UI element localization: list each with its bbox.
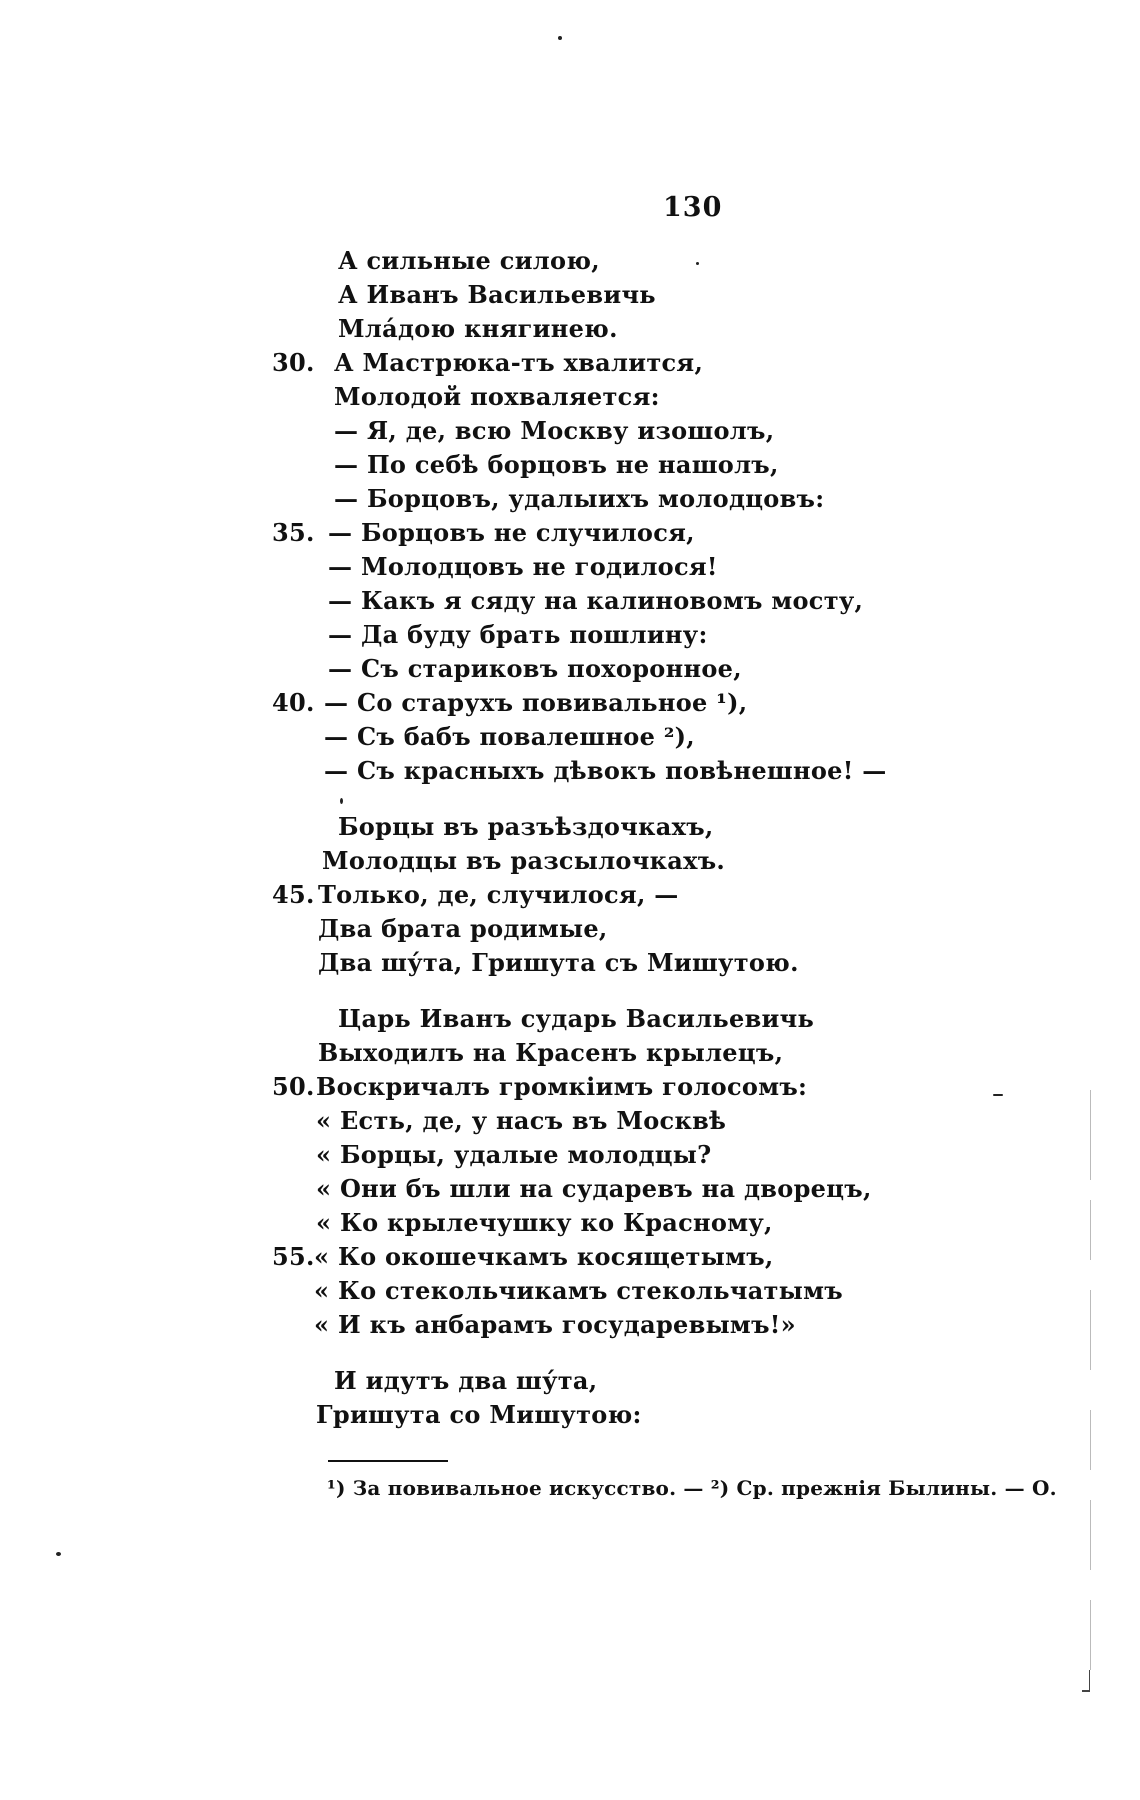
- verse-text: — Борцовъ не случилося,: [328, 518, 695, 547]
- verse-text: Борцы въ разъѣздочкахъ,: [338, 812, 714, 841]
- verse-line: [318, 278, 1018, 312]
- stanza-gap: [318, 1342, 1018, 1364]
- verse-line: [272, 1070, 1018, 1104]
- verse-text: « Есть, де, у насъ въ Москвѣ: [316, 1106, 727, 1135]
- verse-text: « Борцы, удалые молодцы?: [316, 1140, 712, 1169]
- verse-line: [318, 844, 1018, 878]
- margin-rule: [1090, 1200, 1091, 1260]
- verse-text: — Съ стариковъ похоронное,: [328, 654, 742, 683]
- verse-block: [272, 244, 1018, 1432]
- verse-text: « Ко окошечкамъ косящетымъ,: [314, 1242, 774, 1271]
- scan-speck: [340, 798, 343, 804]
- verse-text: Молодой похваляется:: [334, 382, 660, 411]
- verse-text: А Иванъ Васильевичь: [338, 280, 656, 309]
- footnote: ¹) За повивальное искусство. — ²) Ср. прежнія Былины. — О.: [327, 1476, 1057, 1500]
- verse-line: [318, 618, 1018, 652]
- verse-text: — Борцовъ, удалыихъ молодцовъ:: [334, 484, 825, 513]
- verse-number: 35.: [272, 518, 315, 547]
- verse-text: Два шу́та, Гришута съ Мишутою.: [318, 948, 799, 977]
- verse-text: — По себѣ борцовъ не нашолъ,: [334, 450, 779, 479]
- verse-line: [314, 1308, 1018, 1342]
- verse-line: [314, 1274, 1018, 1308]
- verse-line: [318, 1002, 1018, 1036]
- verse-line: [318, 1172, 1018, 1206]
- margin-rule: [1090, 1410, 1091, 1470]
- verse-text: Два брата родимые,: [318, 914, 608, 943]
- verse-text: — Какъ я сяду на калиновомъ мосту,: [328, 586, 864, 615]
- verse-line: [318, 912, 1018, 946]
- verse-line: [272, 516, 1018, 550]
- stanza-gap: [318, 980, 1018, 1002]
- verse-line: [318, 1206, 1018, 1240]
- margin-rule: [1089, 1670, 1090, 1692]
- margin-rule: [1090, 1290, 1091, 1370]
- scan-speck: [696, 262, 699, 265]
- verse-number: 30.: [272, 348, 315, 377]
- verse-line: [318, 414, 1018, 448]
- verse-text: Молодцы въ разсылочкахъ.: [322, 846, 726, 875]
- verse-line: [318, 1398, 1018, 1432]
- verse-text: И идутъ два шу́та,: [334, 1366, 598, 1395]
- verse-line: [318, 720, 1018, 754]
- verse-line: [318, 810, 1018, 844]
- verse-number: 40.: [272, 688, 315, 717]
- verse-text: — Я, де, всю Москву изошолъ,: [334, 416, 775, 445]
- verse-text: — Съ бабъ повалешное ²),: [324, 722, 695, 751]
- verse-line: [272, 878, 1018, 912]
- verse-number: 45.: [272, 880, 315, 909]
- verse-line: [318, 448, 1018, 482]
- page-number: 130: [663, 192, 723, 223]
- verse-text: — Съ красныхъ дѣвокъ повѣнешное! —: [324, 756, 887, 785]
- verse-line: [318, 312, 1018, 346]
- verse-text: Воскричалъ громкіимъ голосомъ:: [316, 1072, 808, 1101]
- verse-text: — Со старухъ повивальное ¹),: [324, 688, 748, 717]
- margin-rule: [1090, 1600, 1091, 1670]
- verse-text: Мла́дою княгинею.: [338, 314, 618, 343]
- verse-line: [318, 1036, 1018, 1070]
- verse-line: [272, 1240, 1018, 1274]
- verse-text: А сильные силою,: [338, 246, 600, 275]
- verse-line: [318, 652, 1018, 686]
- verse-text: « Ко стекольчикамъ стекольчатымъ: [314, 1276, 843, 1305]
- verse-text: Царь Иванъ сударь Васильевичь: [338, 1004, 815, 1033]
- verse-line: [318, 754, 1018, 788]
- scan-speck: [993, 1094, 1003, 1096]
- stanza-gap: [318, 788, 1018, 810]
- verse-line: [318, 1364, 1018, 1398]
- verse-text: — Молодцовъ не годилося!: [328, 552, 718, 581]
- verse-line: [318, 482, 1018, 516]
- verse-line: [272, 686, 1018, 720]
- verse-text: Гришута со Мишутою:: [316, 1400, 642, 1429]
- margin-rule: [1090, 1090, 1091, 1180]
- verse-line: [318, 1138, 1018, 1172]
- verse-text: А Мастрюка-тъ хвалится,: [334, 348, 704, 377]
- verse-text: « И къ анбарамъ государевымъ!»: [314, 1310, 796, 1339]
- verse-line: [318, 584, 1018, 618]
- verse-text: « Они бъ шли на сударевъ на дворецъ,: [316, 1174, 872, 1203]
- verse-line: [318, 380, 1018, 414]
- verse-line: [318, 244, 1018, 278]
- verse-text: Выходилъ на Красенъ крылецъ,: [318, 1038, 784, 1067]
- scan-speck: [56, 1552, 61, 1556]
- verse-text: « Ко крылечушку ко Красному,: [316, 1208, 773, 1237]
- verse-line: [272, 346, 1018, 380]
- margin-rule: [1090, 1500, 1091, 1570]
- verse-text: Только, де, случилося, —: [318, 880, 679, 909]
- verse-line: [318, 946, 1018, 980]
- verse-line: [318, 1104, 1018, 1138]
- verse-number: 50.: [272, 1072, 315, 1101]
- scan-speck: [558, 36, 562, 40]
- verse-line: [318, 550, 1018, 584]
- verse-text: — Да буду брать пошлину:: [328, 620, 708, 649]
- verse-number: 55.: [272, 1242, 315, 1271]
- footnote-divider: [328, 1460, 448, 1462]
